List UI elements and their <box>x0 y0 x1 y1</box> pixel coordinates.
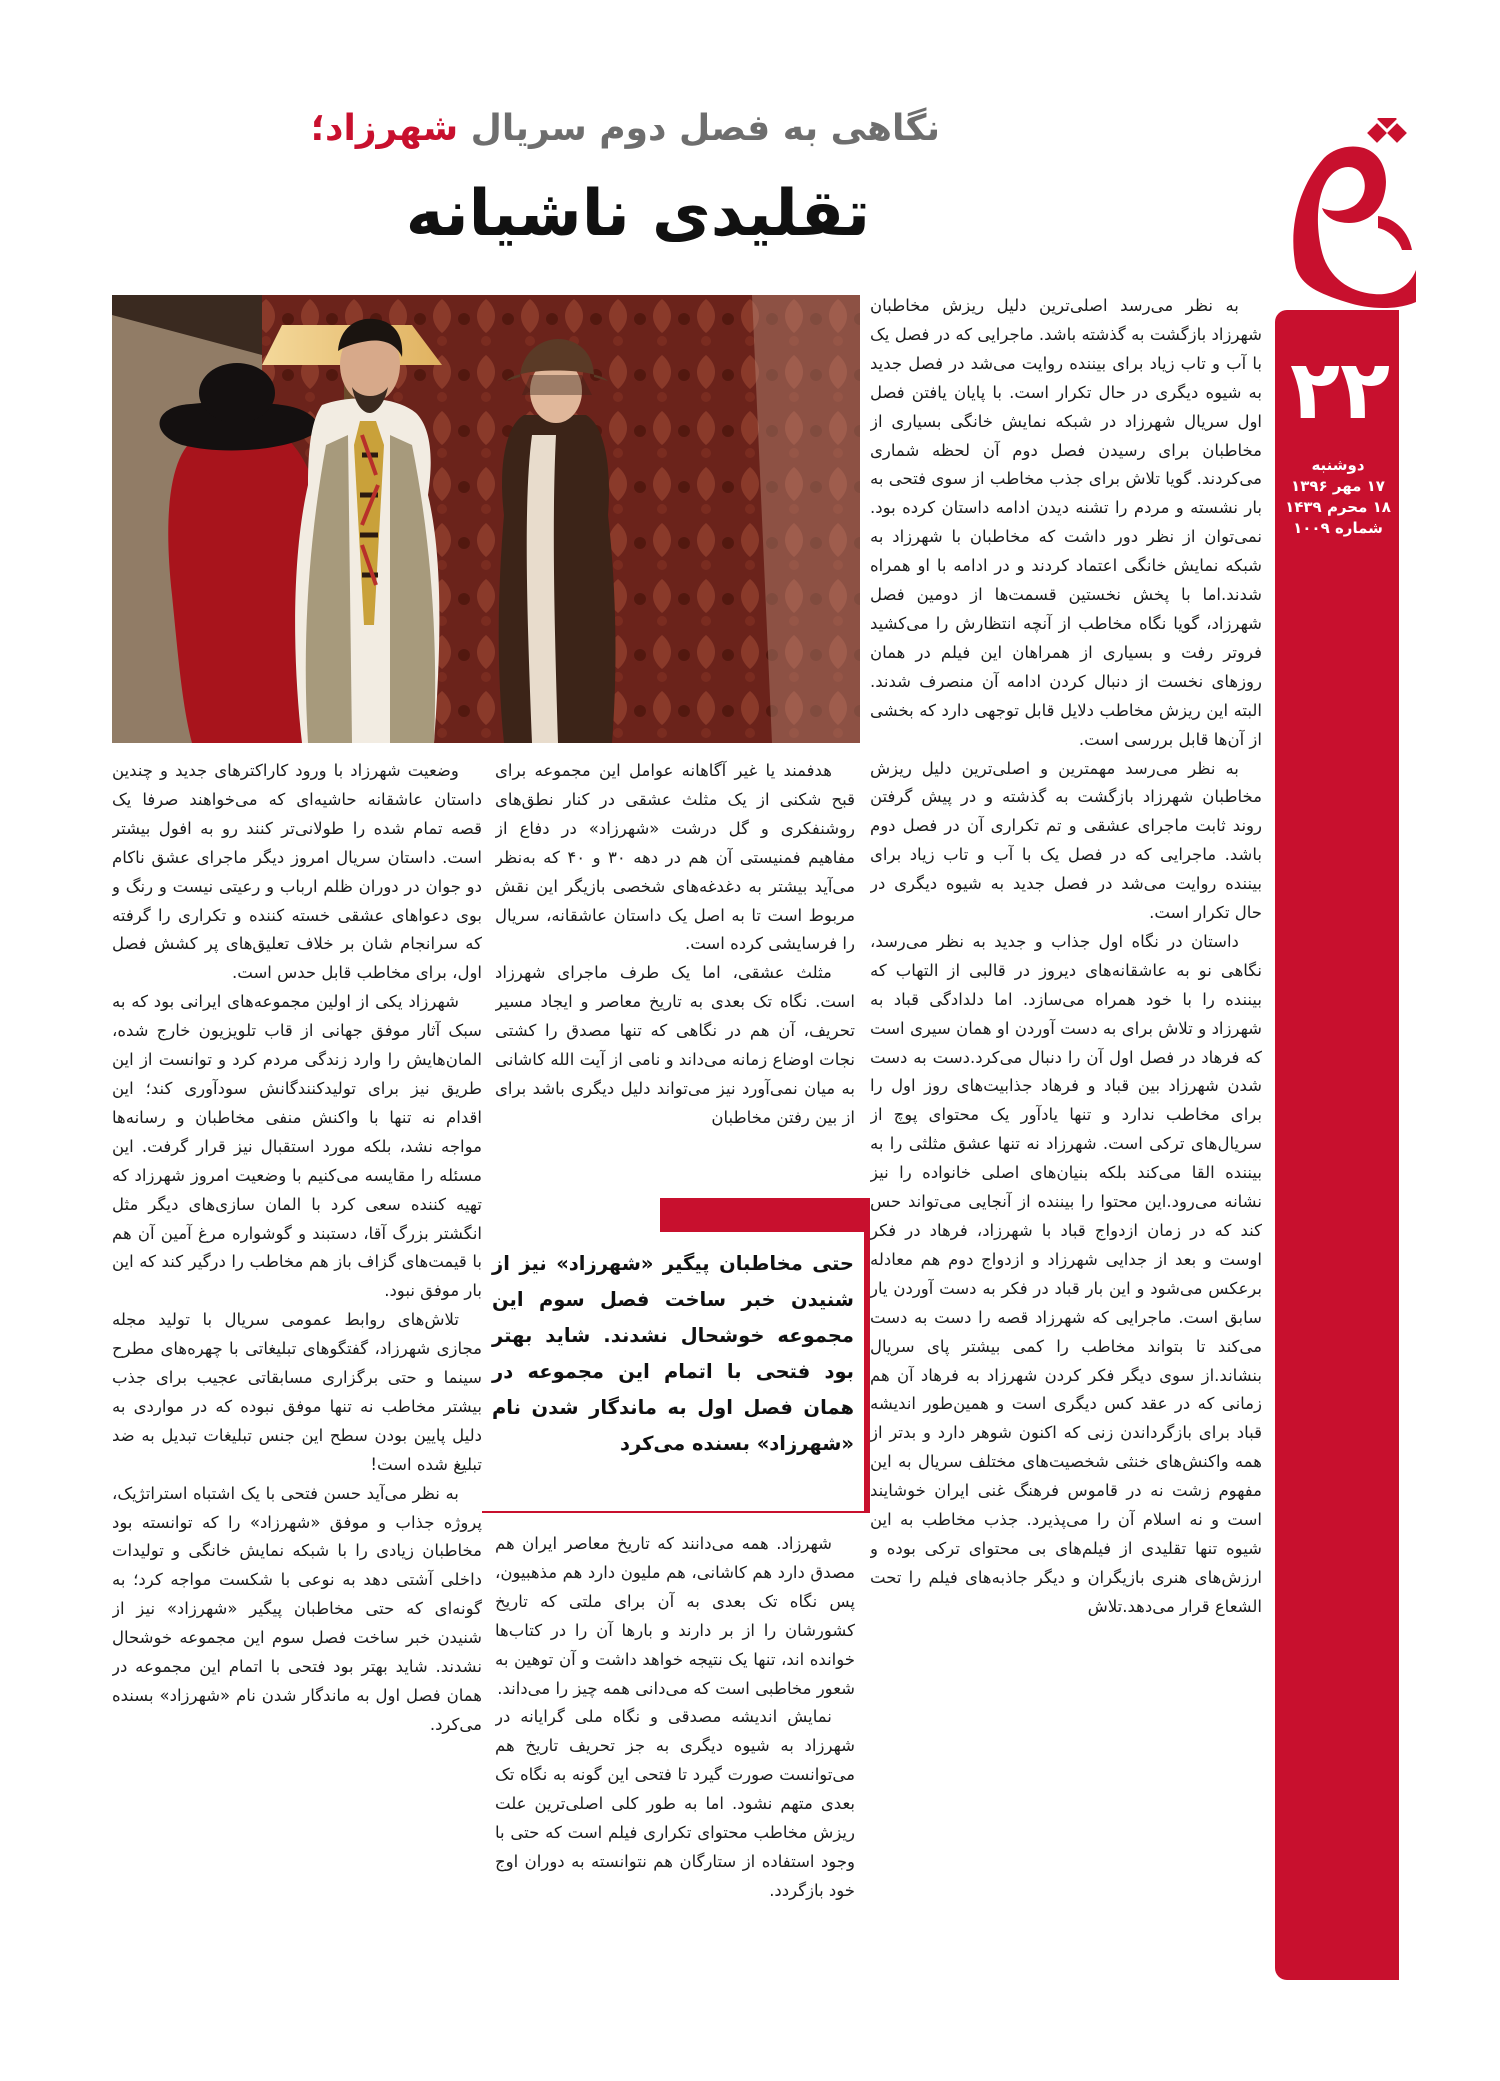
paragraph: شهرزاد یکی از اولین مجموعه‌های ایرانی بود که به سبک آثار موفق جهانی از قاب تلویزیون خارج شده، المان‌هایش را وارد زندگی مردم کرد و توانست از این طریق نیز برای تولیدکنندگانش سودآوری کند؛ این اقدام نه تنها با واکنش منفی مخاطبان و رسانه‌ها مواجه نشد، بلکه مورد استقبال نیز قرار گرفت. این مسئله را مقایسه می‌کنیم با وضعیت امروز شهرزاد که تهیه کننده سعی کرد با المان سازی‌های دیگر مثل انگشتر بزرگ آقا، دستبند و گوشواره مرغ آمین آن هم با قیمت‌های گزاف باز هم مخاطب را درگیر کند که این بار موفق نبود. <box>112 992 482 1301</box>
issue-number: شماره ۱۰۰۹ <box>1293 519 1383 537</box>
pull-quote-text: حتی مخاطبان پیگیر «شهرزاد» نیز از شنیدن خبر ساخت فصل سوم این مجموعه خوشحال نشدند. شاید بهتر بود فتحی با اتمام این مجموعه در همان فصل اول به ماندگار شدن نام «شهرزاد» بسنده می‌کرد <box>492 1252 854 1455</box>
page-number: ۲۲ <box>1289 343 1391 438</box>
kicker-text: نگاهی به فصل دوم سریال <box>470 108 940 149</box>
paragraph: نمایش اندیشه مصدقی و نگاه ملی گرایانه در شهرزاد به شیوه دیگری به جز تحریف تاریخ هم می‌توانست صورت گیرد تا فتحی این گونه به نگاه تک بعدی متهم نشود. اما به طور کلی اصلی‌ترین علت ریزش مخاطب محتوای تکراری فیلم است که حتی با وجود استفاده از ستارگان هم نتوانسته به دوران اوج خود بازگردد. <box>495 1707 855 1900</box>
paragraph: داستان در نگاه اول جذاب و جدید به نظر می‌رسد، نگاهی نو به عاشقانه‌های دیروز در قالبی از التهاب که بیننده را با خود همراه می‌سازد. اما دلدادگی قباد به شهرزاد و تلاش برای به دست آوردن او همان سیری است که فرهاد در فصل اول آن را دنبال می‌کرد.دست به دست شدن شهرزاد بین قباد و فرهاد جذابیت‌های روز اول را برای مخاطب ندارد و تنها یادآور یک محتوای پوچ از سریال‌های ترکی است. شهرزاد نه تنها عشق مثلثی را به بیننده القا می‌کند بلکه بنیان‌های اصلی خانواده را نیز نشانه می‌رود.این محتوا را بیننده از آنجایی می‌تواند حس کند که در زمان ازدواج قباد با شهرزاد، فرهاد در فکر اوست و بعد از جدایی شهرزاد و ازدواج دوم هم معادله برعکس می‌شود و این بار قباد در فکر به دست آوردن یار سابق است. ماجرایی که شهرزاد قصه را دست به دست می‌کند تا بتواند مخاطب را کمی بیشتر پای سریال بنشاند.از سوی دیگر فکر کردن شهرزاد به فرهاد آن هم زمانی که در عقد کس دیگری است و همین‌طور اندیشه قباد برای بازگرداندن زنی که اکنون شوهر دارد و بدتر از همه واکنش‌های خنثی شخصیت‌های مختلف سریال به این مفهوم زشت نه در قاموس فرهنگ غنی ایران خوشایند است و نه اسلام آن را می‌پذیرد. جذب مخاطب به این شیوه تنها تقلیدی از فیلم‌های بی محتوای ترکی بوده و ارزش‌های هنری بازیگران و دیگر جاذبه‌های فیلم را تحت الشعاع قرار می‌دهد.تلاش <box>870 931 1262 1616</box>
paragraph: مثلث عشقی، اما یک طرف ماجرای شهرزاد است. نگاه تک بعدی به تاریخ معاصر و ایجاد مسیر تحریف، آن هم در نگاهی که تنها مصدق را کشتی نجات اوضاع زمانه می‌داند و نامی از آیت الله کاشانی به میان نمی‌آورد نیز می‌تواند دلیل دیگری باشد برای از بین رفتن مخاطبان <box>495 963 855 1127</box>
article-column-4 <box>495 1530 855 1937</box>
pull-quote <box>482 1198 870 1513</box>
pull-quote-rule <box>864 1198 870 1513</box>
brand-logo-mark <box>1278 118 1418 308</box>
issue-date-solar: ۱۷ مهر ۱۳۹۶ <box>1291 477 1385 495</box>
issue-meta <box>1278 455 1398 539</box>
paragraph: وضعیت شهرزاد با ورود کاراکترهای جدید و چندین داستان عاشقانه حاشیه‌ای که می‌خواهند صرفا یک قصه تمام شده را طولانی‌تر کنند رو به افول بیشتر است. داستان سریال امروز دیگر ماجرای عشق ناکام دو جوان در دوران ظلم ارباب و رعیتی نیست و رنگ و بوی دعواهای عشقی خسته کننده و تکراری را گرفته که سرانجام شان بر خلاف تعلیق‌های پر کشش فصل اول، برای مخاطب قابل حدس است. <box>112 761 482 983</box>
paragraph: شهرزاد. همه می‌دانند که تاریخ معاصر ایران هم مصدق دارد هم کاشانی، هم ملیون دارد هم مذهبیون، پس نگاه تک بعدی به آن برای ملتی که تاریخ کشورشان را از بر دارند و بارها آن را در کتاب‌ها خوانده اند، تنها یک نتیجه خواهد داشت و آن توهین به شعور مخاطبی است که می‌دانی همه چیز را می‌داند. <box>495 1534 855 1698</box>
issue-sidebar <box>1275 310 1399 1980</box>
article-headline: تقلیدی ناشیانه <box>405 177 870 251</box>
paragraph: به نظر می‌رسد اصلی‌ترین دلیل ریزش مخاطبان شهرزاد بازگشت به گذشته باشد. ماجرایی که در فصل یک با آب و تاب زیاد برای بیننده روایت می‌شد در فصل جدید به شیوه دیگری در حال تکرار است. با پایان یافتن فصل اول سریال شهرزاد در شبکه نمایش خانگی بسیاری از مخاطبان برای رسیدن فصل دوم آن لحظه شماری می‌کردند. گویا تلاش برای جذب مخاطب از سوی فتحی به بار نشسته و مردم را تشنه دیدن ادامه داستان کرده بود. نمی‌توان از نظر دور داشت که مخاطبان با شهرزاد به شبکه نمایش خانگی اعتماد کردند و در ادامه با او همراه شدند.اما با پخش نخستین قسمت‌ها از دومین فصل شهرزاد، گویا نگاه مخاطب از آنچه انتظارش را می‌کشید فروتر رفت و بسیاری از همراهان این فیلم در همان روزهای نخست از دنبال کردن ادامه آن منصرف شدند. البته این ریزش مخاطب دلایل قابل توجهی دارد که بخشی از آن‌ها قابل بررسی است. <box>870 296 1262 749</box>
kicker-accent: شهرزاد؛ <box>310 108 459 149</box>
article-column-2 <box>495 757 855 1199</box>
issue-date-lunar: ۱۸ محرم ۱۴۳۹ <box>1285 498 1391 516</box>
pull-quote-baseline <box>482 1511 870 1513</box>
article-column-3 <box>112 757 482 1937</box>
pull-quote-flag <box>660 1198 870 1232</box>
paragraph: به نظر می‌آید حسن فتحی با یک اشتباه استراتژیک، پروژه جذاب و موفق «شهرزاد» را که توانسته بود مخاطبان زیادی را با شبکه نمایش خانگی و تولیدات داخلی آشتی دهد به نوعی با شکست مواجه کرد؛ به گونه‌ای که حتی مخاطبان پیگیر «شهرزاد» نیز از شنیدن خبر ساخت فصل سوم این مجموعه خوشحال نشدند. شاید بهتر بود فتحی با اتمام این مجموعه در همان فصل اول به ماندگار شدن نام «شهرزاد» بسنده می‌کرد. <box>112 1483 482 1734</box>
paragraph: هدفمند یا غیر آگاهانه عوامل این مجموعه برای قبح شکنی از یک مثلث عشقی در کنار نطق‌های روشنفکری و گل درشت «شهرزاد» در دفاع از مفاهیم فمنیستی آن هم در دهه ۳۰ و ۴۰ که به‌نظر می‌آید بیشتر به دغدغه‌های شخصی بازیگر این نقش مربوط است تا به اصل یک داستان عاشقانه، سریال را فرسایشی کرده است. <box>495 761 855 954</box>
article-kicker <box>300 105 940 153</box>
photo-scene <box>112 295 860 743</box>
paragraph: تلاش‌های روابط عمومی سریال با تولید مجله مجازی شهرزاد، گفتگوهای تبلیغاتی با چهره‌های مطرح سینما و حتی برگزاری مسابقاتی عجیب برای جذب بیشتر مخاطب نه تنها موفق نبوده که در مواردی به دلیل پایین بودن سطح این جنس تبلیغات تبدیل به ضد تبلیغ شده است! <box>112 1310 482 1474</box>
issue-day: دوشنبه <box>1311 456 1365 474</box>
paragraph: به نظر می‌رسد مهمترین و اصلی‌ترین دلیل ریزش مخاطبان شهرزاد بازگشت به گذشته و در پیش گرفتن روند ثابت ماجرای عشقی و تم تکراری آن در فصل دوم باشد. ماجرایی که در فصل یک با آب و تاب زیاد برای بیننده روایت می‌شد در فصل جدید به شیوه دیگری در حال تکرار است. <box>870 758 1262 923</box>
article-photo <box>112 295 860 743</box>
brand-logo <box>1278 118 1418 308</box>
article-column-1 <box>870 292 1262 1937</box>
